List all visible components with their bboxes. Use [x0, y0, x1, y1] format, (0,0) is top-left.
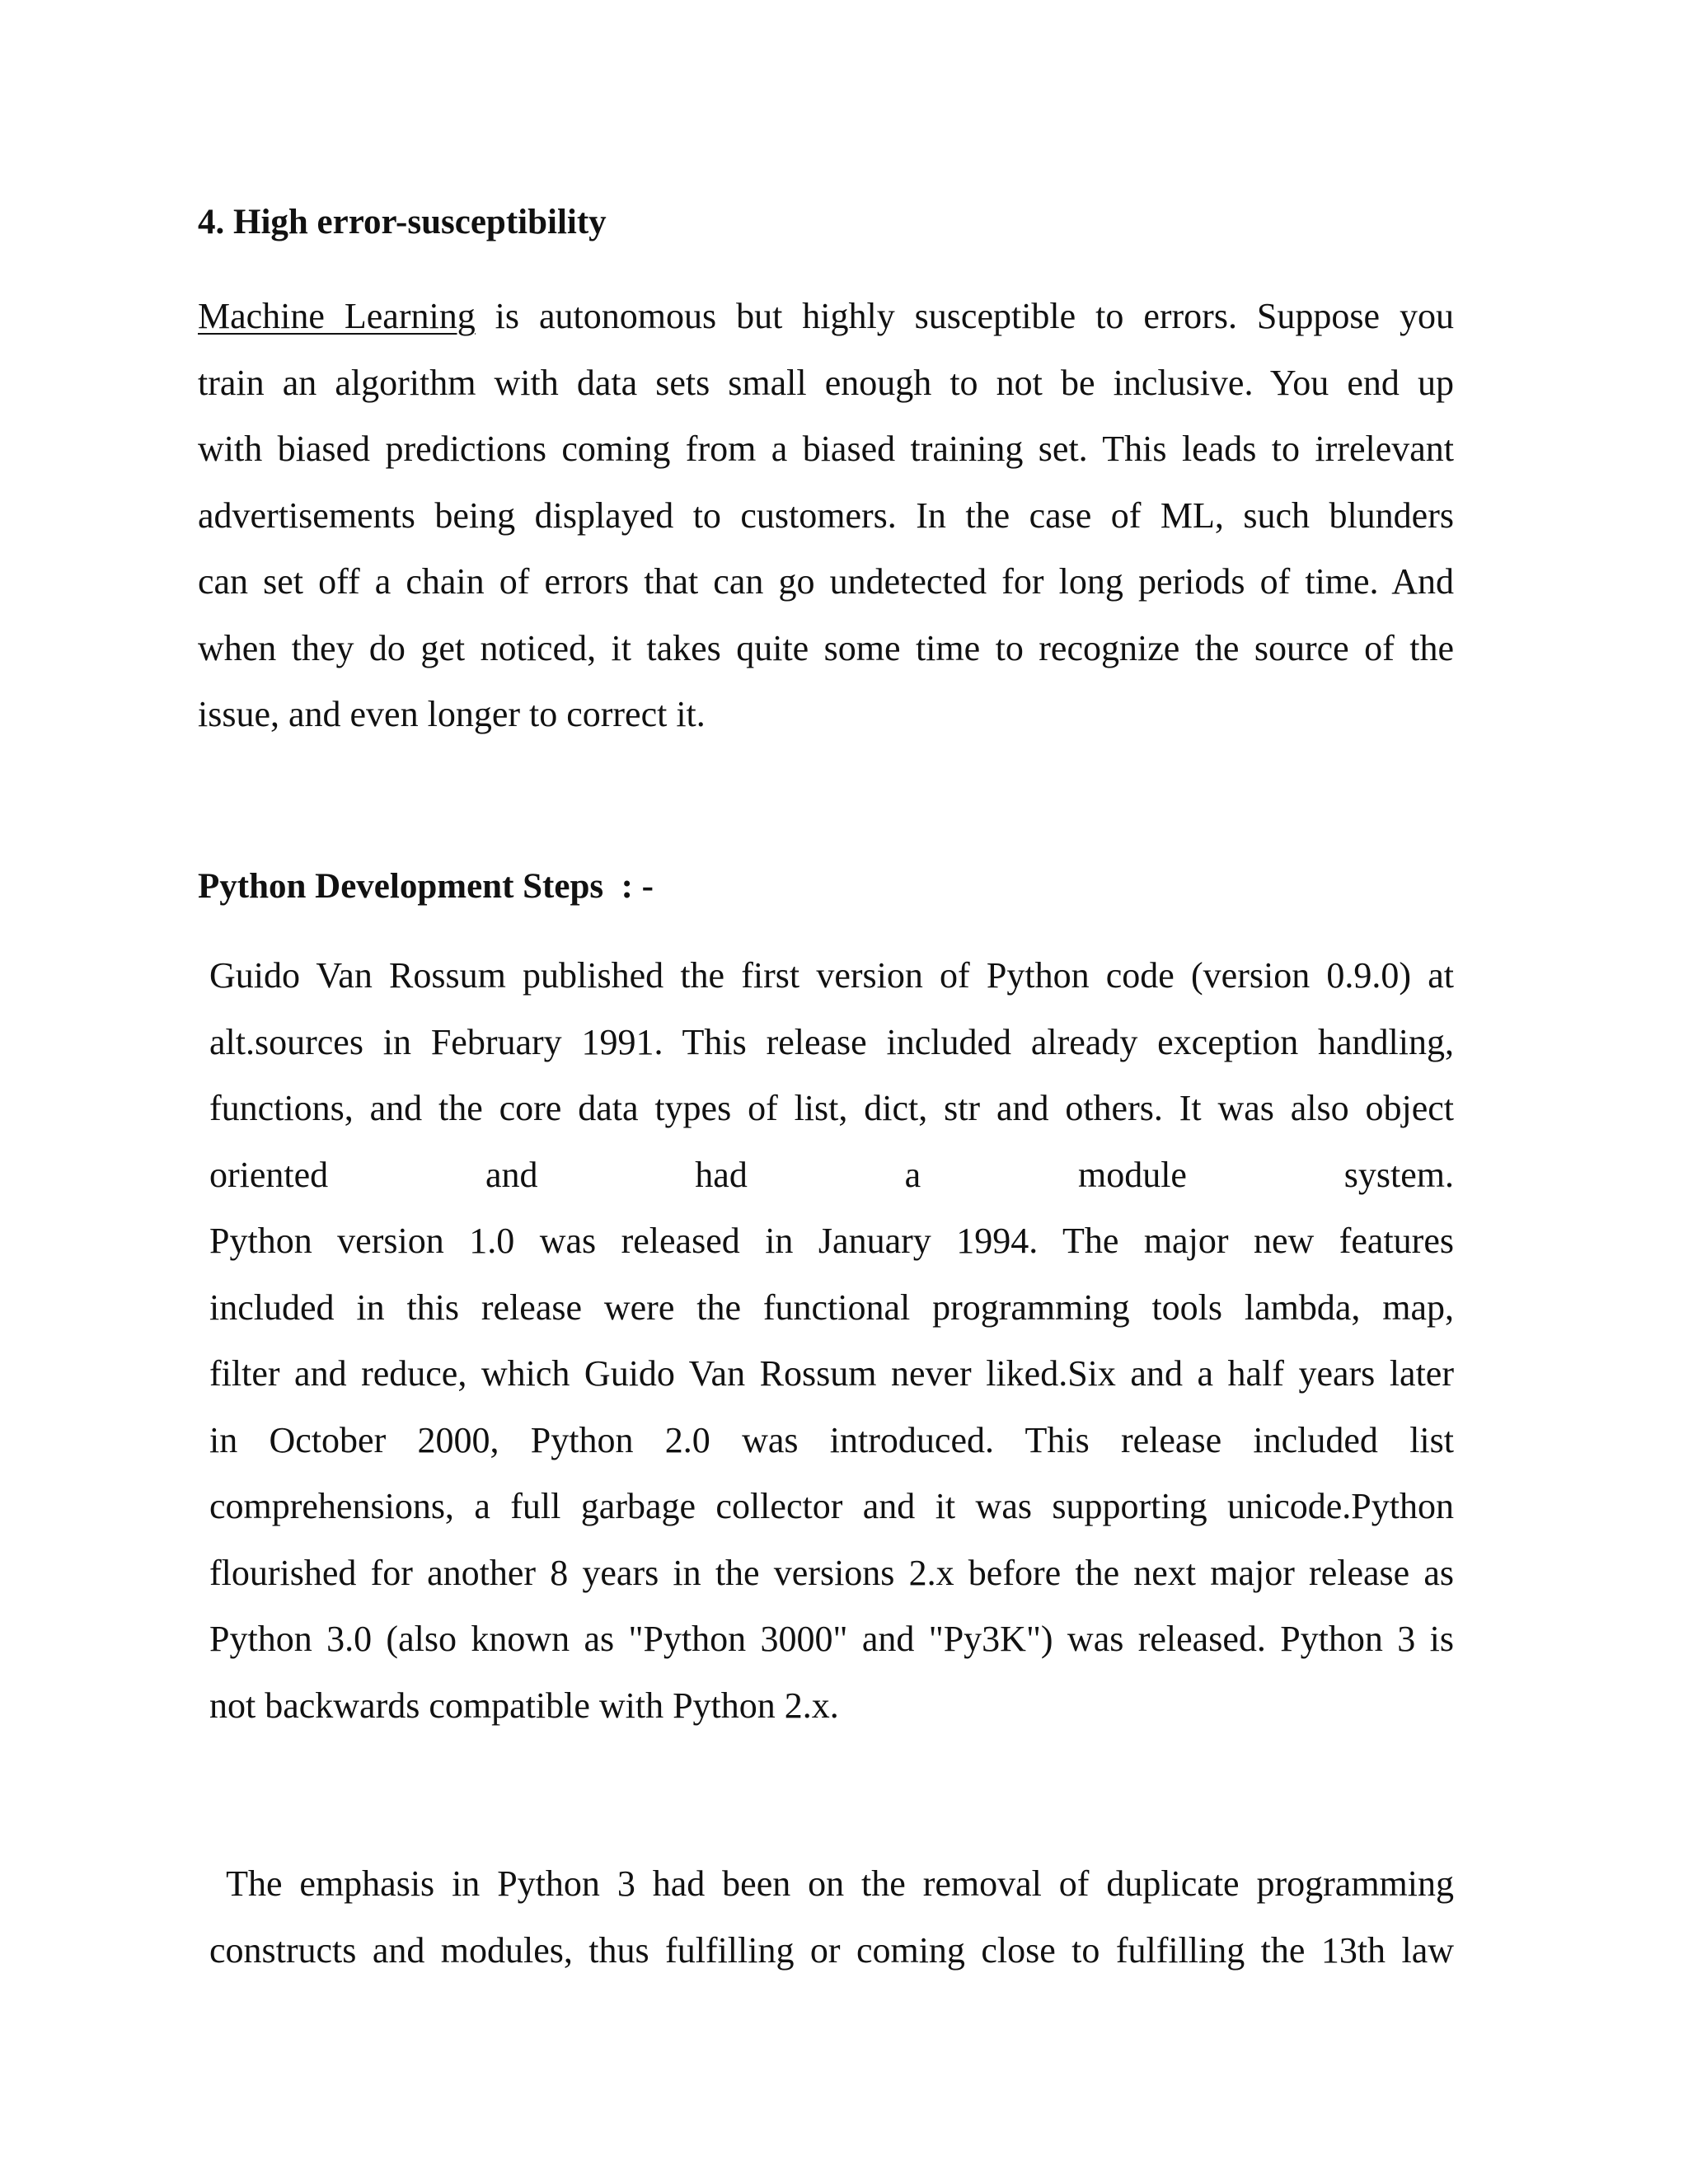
paragraph-line: The emphasis in Python 3 had been on the removal of duplicate programming — [209, 1863, 1454, 1904]
paragraph-line: Python version 1.0 was released in January 1994. The major new features — [209, 1221, 1454, 1261]
paragraph-line: functions, and the core data types of list, dict, str and others. It was also object — [209, 1088, 1454, 1128]
paragraph-line: Python 3.0 (also known as "Python 3000" and "Py3K") was released. Python 3 is — [209, 1619, 1454, 1659]
paragraph-line: advertisements being displayed to customers. In the case of ML, such blunders — [198, 494, 1454, 536]
paragraph-line: with biased predictions coming from a biased training set. This leads to irrelevant — [198, 429, 1454, 469]
paragraph-line: constructs and modules, thus fulfilling or coming close to fulfilling the 13th law — [209, 1929, 1454, 1971]
paragraph-line: when they do get noticed, it takes quite some time to recognize the source of the — [198, 627, 1454, 668]
paragraph-line: in October 2000, Python 2.0 was introduced. This release included list — [209, 1419, 1454, 1460]
paragraph-line: flourished for another 8 years in the versions 2.x before the next major release as — [209, 1552, 1454, 1593]
paragraph-line: Machine Learning is autonomous but highly susceptible to errors. Suppose you — [198, 296, 1454, 336]
paragraph-line: not backwards compatible with Python 2.x. — [209, 1685, 839, 1726]
section-heading-error-susceptibility: 4. High error-susceptibility — [198, 203, 607, 241]
paragraph-line: oriented and had a module system. — [209, 1154, 1454, 1195]
paragraph-python-history — [209, 943, 1454, 1739]
paragraph-line: Guido Van Rossum published the first version of Python code (version 0.9.0) at — [209, 955, 1454, 996]
paragraph-error-susceptibility — [198, 284, 1454, 748]
paragraph-python3-emphasis — [209, 1851, 1454, 1984]
paragraph-line: train an algorithm with data sets small enough to not be inclusive. You end up — [198, 362, 1454, 403]
section-heading-python-development-steps: Python Development Steps : - — [198, 867, 654, 906]
paragraph-line: filter and reduce, which Guido Van Rossum never liked.Six and a half years later — [209, 1353, 1454, 1394]
paragraph-line: comprehensions, a full garbage collector and it was supporting unicode.Python — [209, 1486, 1454, 1526]
paragraph-line: included in this release were the functional programming tools lambda, map, — [209, 1286, 1454, 1328]
machine-learning-link[interactable]: Machine Learning — [198, 296, 476, 336]
paragraph-line: can set off a chain of errors that can go undetected for long periods of time. And — [198, 561, 1454, 602]
paragraph-line: issue, and even longer to correct it. — [198, 694, 706, 734]
paragraph-line: alt.sources in February 1991. This release included already exception handling, — [209, 1021, 1454, 1062]
